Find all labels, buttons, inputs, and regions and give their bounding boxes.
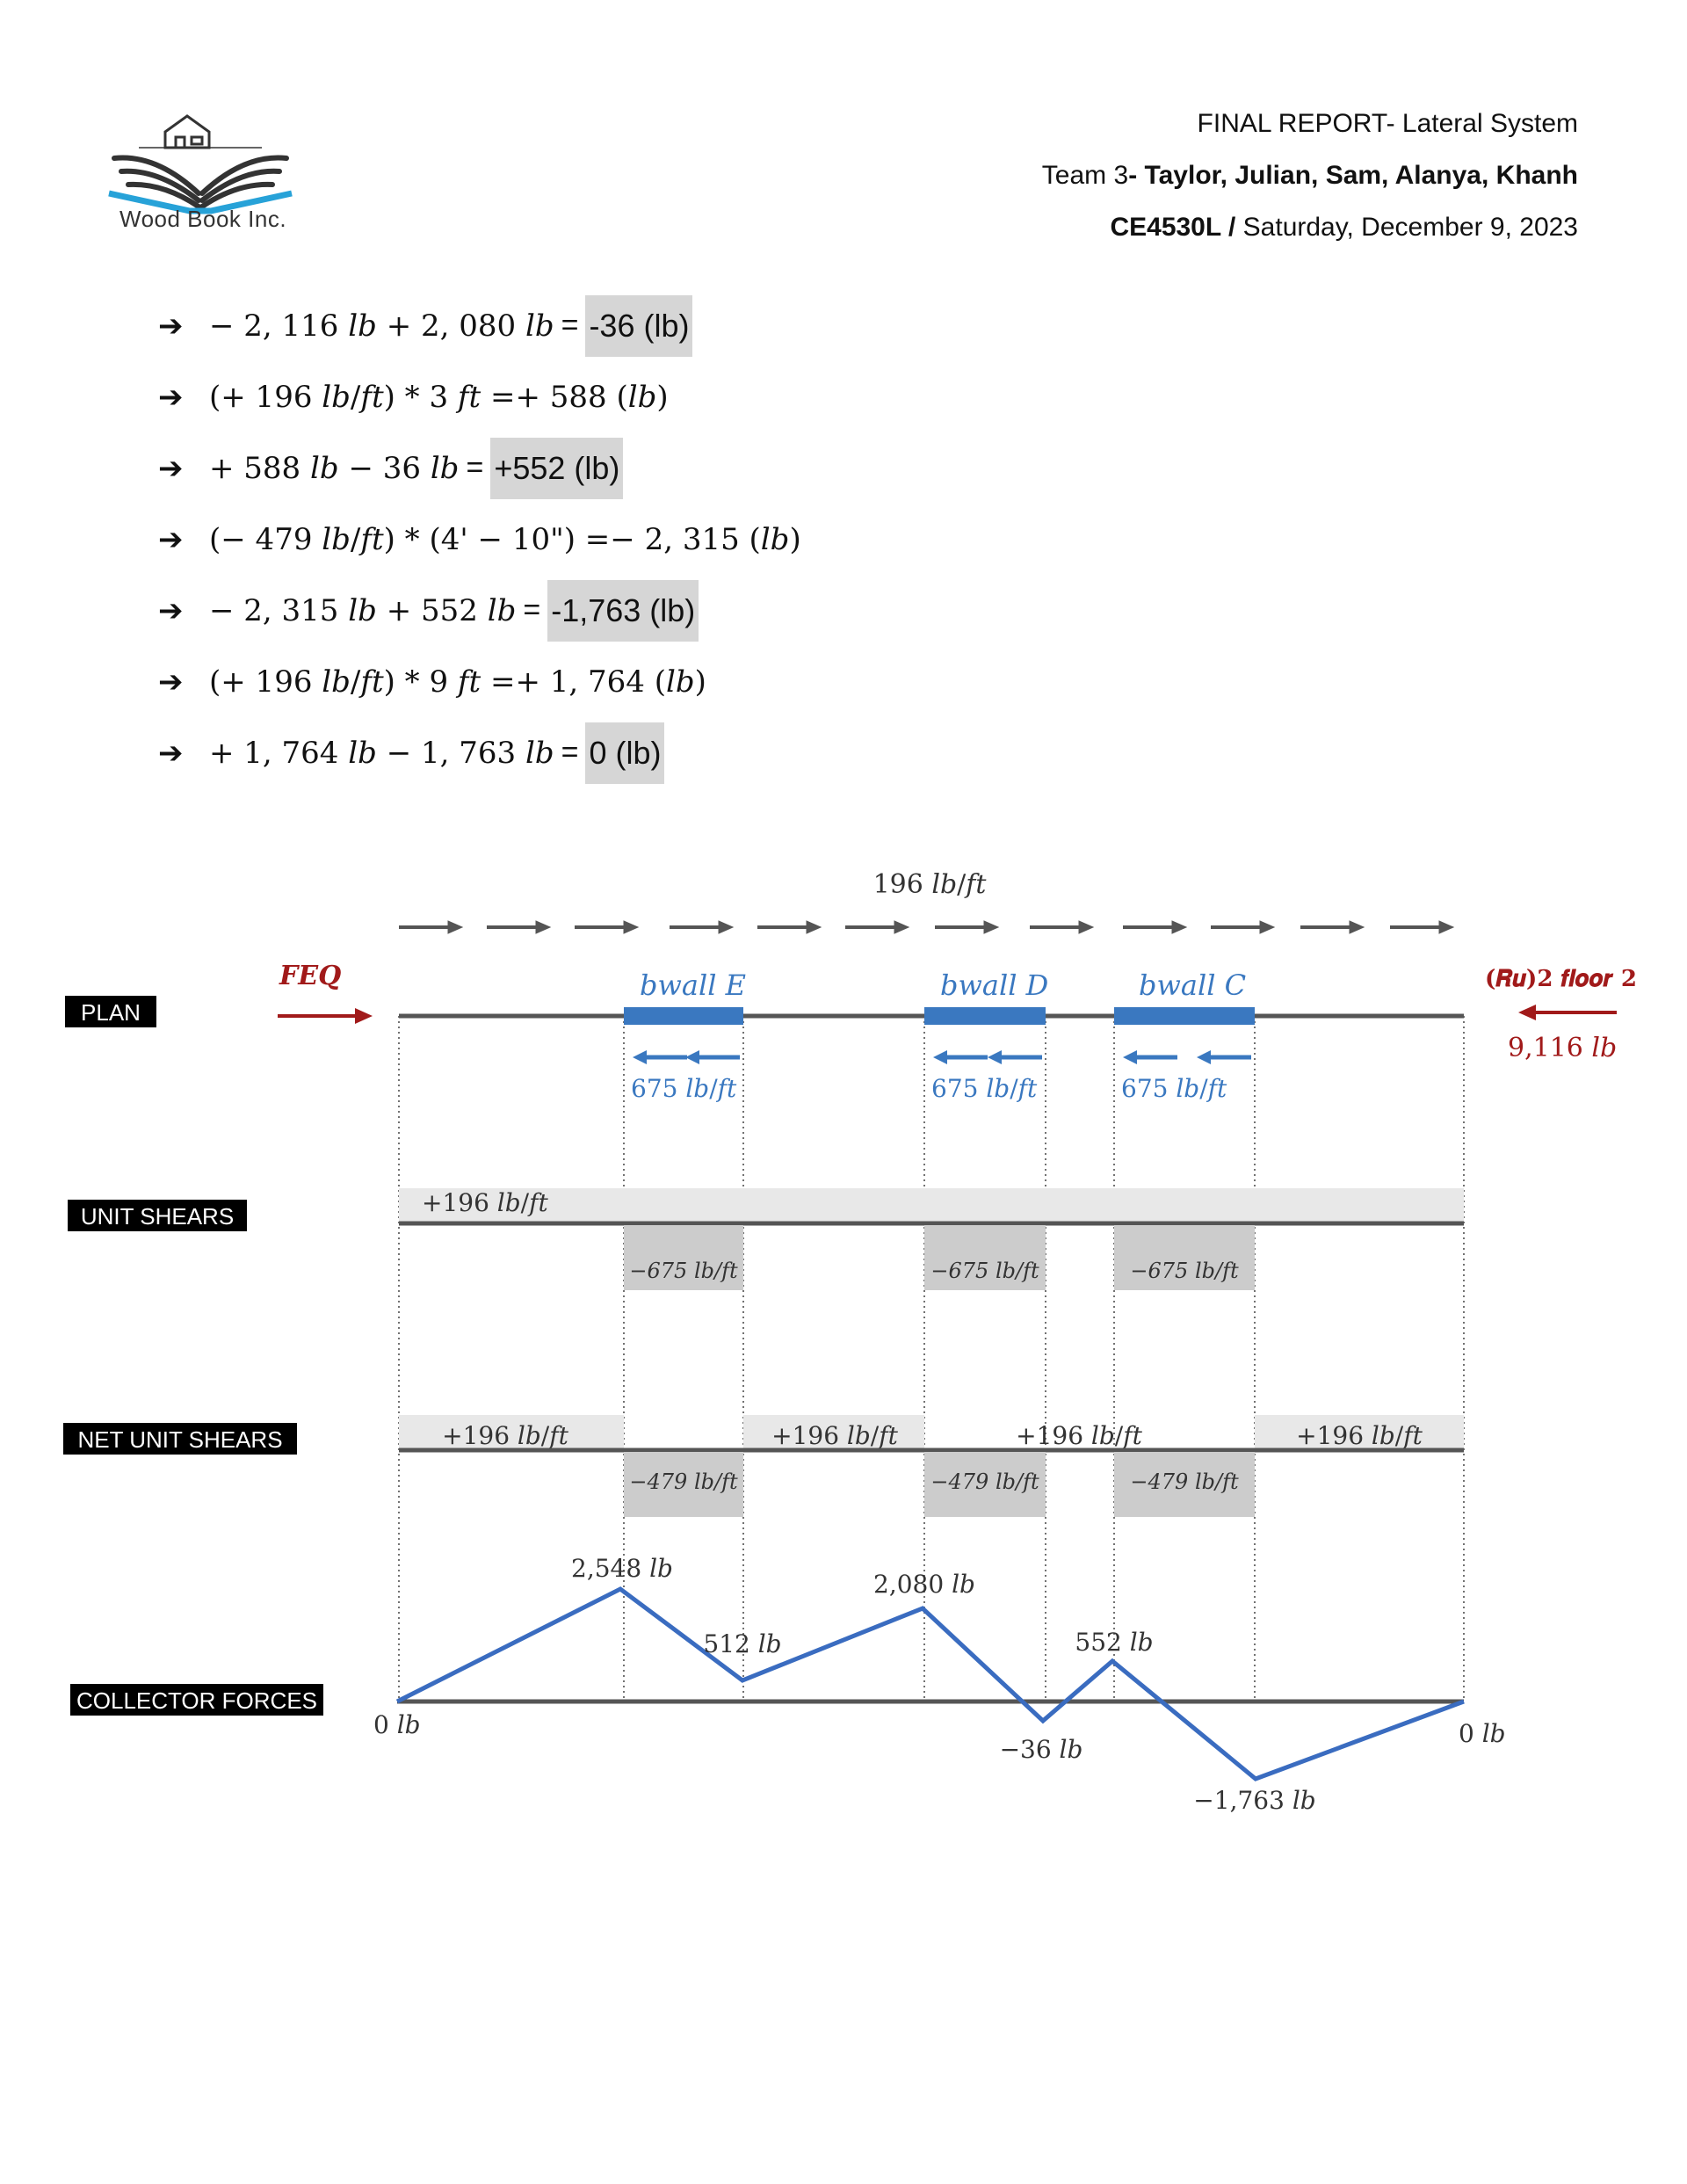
equals-sign: =: [561, 308, 579, 342]
equation-result: +552 (lb): [490, 438, 623, 499]
unit-shear-positive-band: [399, 1188, 1464, 1222]
equation-row: [158, 646, 1213, 717]
load-arrow-icon: [1390, 921, 1453, 933]
wall-label: 𝑏wall C: [1139, 969, 1247, 1002]
row-label-plan: [65, 996, 156, 1027]
equation-row: [158, 432, 1213, 504]
equation-expression: − 2, 315 𝑙𝑏 + 552 𝑙𝑏: [209, 592, 517, 628]
equals-sign: =: [466, 451, 484, 484]
svg-text:PLAN: PLAN: [81, 999, 141, 1026]
load-arrow-icon: [1030, 921, 1093, 933]
net-shear-negative-label: −479 𝑙𝑏/𝑓𝑡: [930, 1469, 1039, 1494]
ru-value: 9,116 𝑙𝑏: [1508, 1033, 1618, 1063]
bullet-arrow-icon: ➔: [158, 735, 184, 771]
wall-reaction-label: 675 𝑙𝑏/𝑓𝑡: [931, 1074, 1038, 1103]
shear-wall: [624, 969, 746, 1103]
load-arrow-icon: [757, 921, 821, 933]
svg-text:NET UNIT SHEARS: NET UNIT SHEARS: [77, 1426, 283, 1453]
reaction-arrowhead-icon: [988, 1050, 1002, 1064]
bullet-arrow-icon: ➔: [158, 592, 184, 628]
unit-shear-negative-label: −675 𝑙𝑏/𝑓𝑡: [1130, 1259, 1239, 1283]
equation-result: -36 (lb): [585, 295, 692, 357]
shear-wall: [1114, 969, 1255, 1103]
collector-force-label: −1,763 𝑙𝑏: [1193, 1786, 1316, 1815]
net-shear-positive-block: [1255, 1415, 1464, 1450]
course-date-line: [1110, 213, 1578, 243]
net-shear-positive-block: [743, 1415, 924, 1450]
collector-force-label: 2,548 𝑙𝑏: [571, 1554, 673, 1583]
collector-diagram: [0, 844, 1687, 1819]
bullet-arrow-icon: ➔: [158, 308, 184, 344]
unit-shear-negative-label: −675 𝑙𝑏/𝑓𝑡: [930, 1259, 1039, 1283]
net-shear-negative-label: −479 𝑙𝑏/𝑓𝑡: [629, 1469, 738, 1494]
equals-sign: =: [561, 736, 579, 769]
load-arrow-icon: [670, 921, 733, 933]
load-arrow-icon: [1300, 921, 1364, 933]
net-shear-positive-label: +196 𝑙𝑏/𝑓𝑡: [771, 1421, 898, 1450]
ru-label: (𝑹𝒖)𝟐 𝒇𝒍𝒐𝒐𝒓 𝟐: [1485, 966, 1637, 992]
unit-shear-negative-label: −675 𝑙𝑏/𝑓𝑡: [629, 1259, 738, 1283]
equation-expression: + 1, 764 𝑙𝑏 − 1, 763 𝑙𝑏: [209, 735, 554, 771]
net-shear-positive-block: [399, 1415, 624, 1450]
net-shear-negative-label: −479 𝑙𝑏/𝑓𝑡: [1130, 1469, 1239, 1494]
equation-expression: − 2, 116 𝑙𝑏 + 2, 080 𝑙𝑏: [209, 308, 554, 344]
bullet-arrow-icon: ➔: [158, 664, 184, 700]
reaction-arrowhead-icon: [933, 1050, 947, 1064]
unit-shear-positive-label: +196 𝑙𝑏/𝑓𝑡: [422, 1188, 548, 1217]
reaction-arrowhead-icon: [1123, 1050, 1137, 1064]
bullet-arrow-icon: ➔: [158, 521, 184, 557]
wall-reaction-label: 675 𝑙𝑏/𝑓𝑡: [1121, 1074, 1227, 1103]
row-label-net-unit-shears: [63, 1423, 297, 1455]
wall-label: 𝑏wall E: [640, 969, 746, 1002]
feq-label: 𝑭𝑬𝑸: [279, 961, 342, 991]
net-shear-positive-label: +196 𝑙𝑏/𝑓𝑡: [1296, 1421, 1423, 1450]
load-arrow-icon: [1211, 921, 1274, 933]
net-shear-positive-label: +196 𝑙𝑏/𝑓𝑡: [442, 1421, 568, 1450]
load-arrow-icon: [487, 921, 550, 933]
reaction-arrowhead-icon: [1197, 1050, 1211, 1064]
feq-arrow: [278, 1008, 373, 1024]
collector-force-line: [397, 1589, 1464, 1779]
equals-sign: =: [523, 593, 541, 627]
load-arrow-icon: [1123, 921, 1186, 933]
reaction-arrowhead-icon: [633, 1050, 647, 1064]
bullet-arrow-icon: ➔: [158, 450, 184, 486]
equation-row: [158, 290, 1213, 361]
svg-text:COLLECTOR FORCES: COLLECTOR FORCES: [76, 1687, 318, 1714]
row-label-unit-shears: [68, 1200, 247, 1231]
wall-label: 𝑏wall D: [940, 969, 1049, 1002]
equation-expression: (+ 196 𝑙𝑏/𝑓𝑡) * 3 𝑓𝑡 =+ 588 (𝑙𝑏): [209, 379, 669, 415]
course-code: CE4530L /: [1110, 213, 1236, 242]
collector-force-label: 0 𝑙𝑏: [373, 1710, 421, 1739]
net-shear-positive-label: +196 𝑙𝑏/𝑓𝑡: [1016, 1421, 1142, 1450]
guide-lines: [399, 1016, 1464, 1701]
equation-list: [158, 290, 1213, 788]
report-title: FINAL REPORT- Lateral System: [1197, 109, 1578, 138]
collector-force-label: −36 𝑙𝑏: [999, 1735, 1083, 1764]
equation-result: -1,763 (lb): [547, 580, 699, 642]
equation-row: [158, 717, 1213, 788]
collector-force-label: 2,080 𝑙𝑏: [873, 1570, 975, 1599]
unit-shear-negative-block: [924, 1225, 1046, 1290]
wall-reaction-label: 675 𝑙𝑏/𝑓𝑡: [631, 1074, 737, 1103]
net-shear-negative-block: [924, 1452, 1046, 1517]
equation-row: [158, 504, 1213, 575]
equation-expression: + 588 𝑙𝑏 − 36 𝑙𝑏: [209, 450, 460, 486]
equation-row: [158, 361, 1213, 432]
reaction-arrowhead-icon: [685, 1050, 699, 1064]
net-shear-positive-block: [1016, 1421, 1142, 1450]
load-arrow-icon: [935, 921, 998, 933]
load-label: 196 𝑙𝑏/𝑓𝑡: [872, 869, 987, 900]
shear-wall: [924, 969, 1048, 1103]
collector-force-label: 0 𝑙𝑏: [1459, 1719, 1506, 1748]
team-label: Team 3: [1041, 161, 1129, 190]
team-line: [1042, 161, 1578, 191]
load-arrow-icon: [845, 921, 909, 933]
net-shear-negative-block: [624, 1452, 743, 1517]
row-label-collector-forces: [70, 1684, 323, 1716]
logo-text: Wood Book Inc.: [119, 206, 287, 232]
equation-result: 0 (lb): [585, 722, 664, 784]
svg-text:UNIT SHEARS: UNIT SHEARS: [80, 1203, 235, 1230]
team-members: - Taylor, Julian, Sam, Alanya, Khanh: [1128, 161, 1578, 190]
distributed-load-arrows: [399, 921, 1453, 933]
load-arrow-icon: [399, 921, 462, 933]
unit-shear-negative-block: [624, 1225, 743, 1290]
load-arrow-icon: [575, 921, 638, 933]
report-date: Saturday, December 9, 2023: [1235, 213, 1578, 242]
collector-force-label: 512 𝑙𝑏: [703, 1629, 782, 1658]
collector-force-label: 552 𝑙𝑏: [1075, 1628, 1154, 1657]
net-shear-negative-block: [1114, 1452, 1255, 1517]
bullet-arrow-icon: ➔: [158, 379, 184, 415]
unit-shear-negative-block: [1114, 1225, 1255, 1290]
ru-arrow: [1518, 1005, 1617, 1020]
equation-expression: (− 479 𝑙𝑏/𝑓𝑡) * (4' − 10") =− 2, 315 (𝑙𝑏): [209, 521, 801, 557]
equation-row: [158, 575, 1213, 646]
equation-expression: (+ 196 𝑙𝑏/𝑓𝑡) * 9 𝑓𝑡 =+ 1, 764 (𝑙𝑏): [209, 664, 706, 700]
